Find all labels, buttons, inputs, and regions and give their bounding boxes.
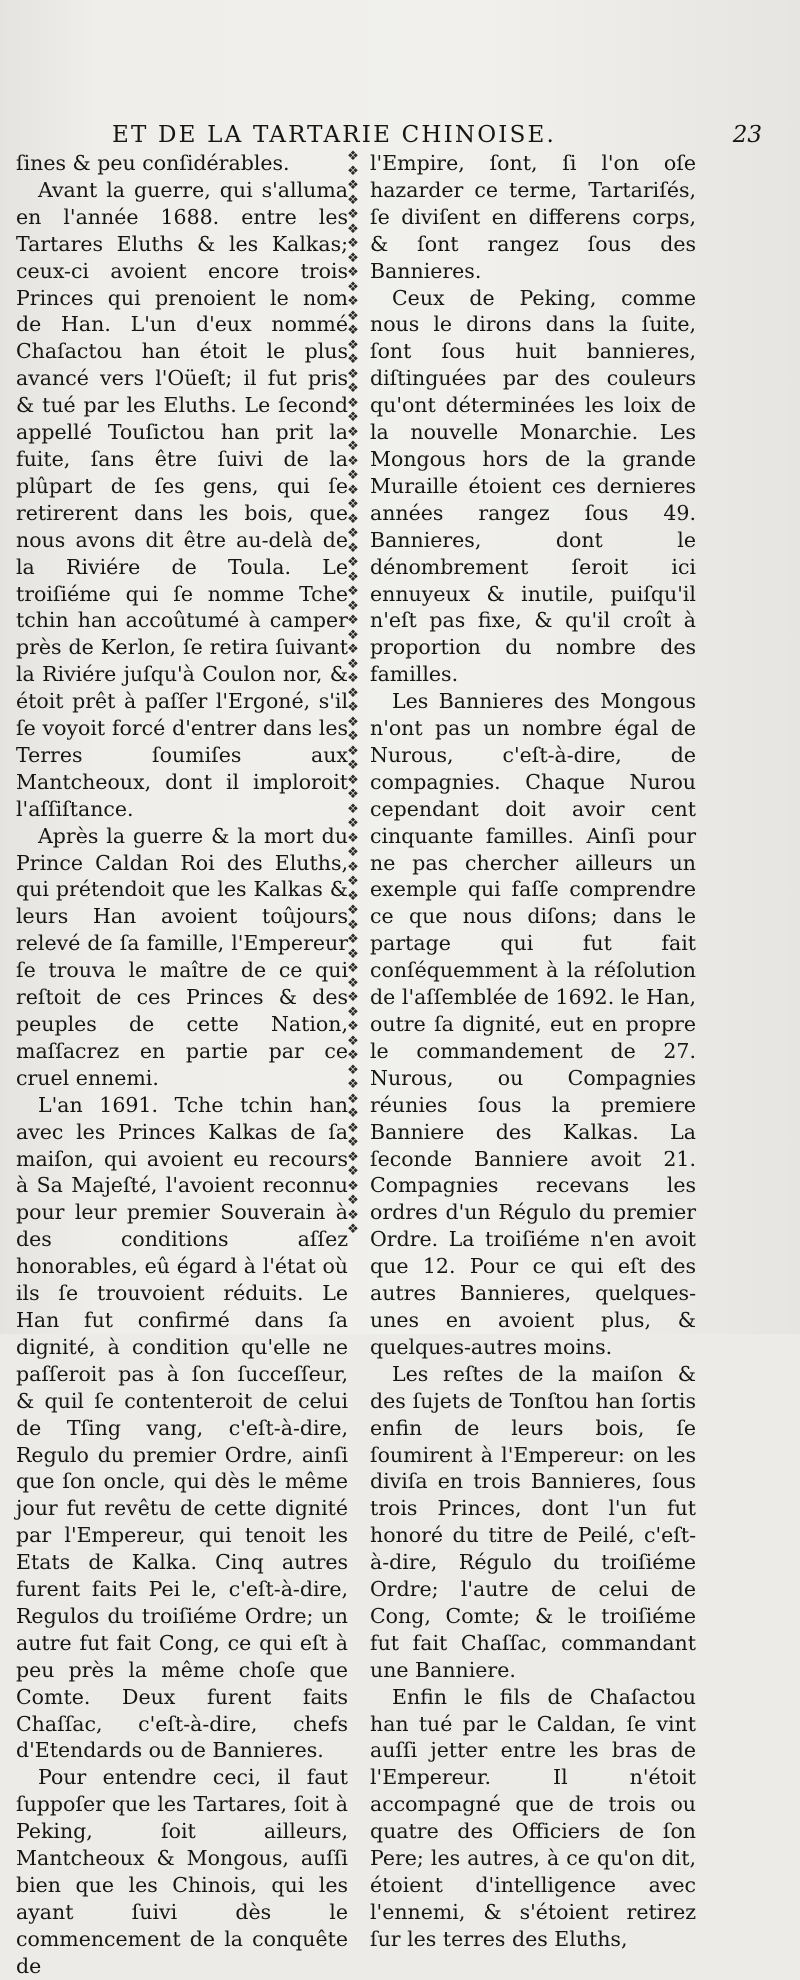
ornament-glyph: ❖ (347, 700, 359, 715)
paragraph: Avant la guerre, qui s'alluma en l'année 1688. entre les Tartares Eluths & les Kalkas; ceux-ci avoient encore trois Princes qui prenoient le nom de Han. L'un d'eux nommé Chaſactou han étoit le plus avancé vers l'Oüeſt; il fut pris & tué par les Eluths. Le ſecond appellé Touſictou han prit la fuite, ſans être ſuivi de la plûpart de ſes gens, qui ſe retirerent dans les bois, que nous avons dit être au-delà de la Riviére de Toula. Le troiſiéme qui ſe nomme Tche tchin han accoûtumé à camper près de Kerlon, ſe retira ſuivant la Riviére juſqu'à Coulon nor, & étoit prêt à paſſer l'Ergoné, s'il ſe voyoit forcé d'entrer dans les Terres ſoumiſes aux Mantcheoux, dont il imploroit l'aſſiſtance. (16, 177, 348, 821)
ornament-glyph: ❖ (347, 888, 359, 904)
ornament-glyph: ❖ (347, 714, 359, 730)
ornament-glyph: ❖ (347, 1091, 359, 1107)
ornament-glyph: ❖ (347, 236, 359, 251)
ornament-glyph: ❖ (347, 816, 359, 831)
paragraph: l'Empire, ſont, ſi l'on oſe hazarder ce terme, Tartariſés, ſe diviſent en differens corps, & ſont rangez ſous des Bannieres. (370, 151, 696, 283)
ornament-glyph: ❖ (347, 990, 359, 1005)
left-column (16, 150, 348, 1980)
page-number: 23 (732, 122, 762, 148)
column-ornament-divider (345, 150, 361, 1240)
ornament-glyph: ❖ (347, 743, 359, 759)
ornament-glyph: ❖ (347, 207, 359, 222)
ornament-glyph: ❖ (347, 439, 359, 454)
paragraph: Les reſtes de la maiſon & des ſujets de Tonſtou han ſortis enfin de leurs bois, ſe ſoumirent à l'Empereur: on les diviſa en trois Bannieres, ſous trois Princes, dont l'un fut honoré du titre de Peilé, c'eſt-à-dire, Régulo du troiſiéme Ordre; l'autre de celui de Cong, Comte; & le troiſiéme fut fait Chaſſac, commandant une Banniere. (370, 1361, 696, 1682)
ornament-glyph: ❖ (347, 671, 359, 686)
paragraph: Ceux de Peking, comme nous le dirons dans la ſuite, ſont ſous huit bannieres, diſtinguées par des couleurs qu'ont déterminées les loix de la nouvelle Monarchie. Les Mongous hors de la grande Muraille étoient ces dernieres années rangez ſous 49. Bannieres, dont le dénombrement ſeroit ici ennuyeux & inutile, puiſqu'il n'eſt pas fixe, & qu'il croît à proportion du nombre des familles. (370, 285, 696, 687)
ornament-glyph: ❖ (347, 1106, 359, 1121)
ornament-glyph: ❖ (347, 221, 359, 237)
right-column (370, 150, 696, 1953)
ornament-glyph: ❖ (347, 453, 359, 469)
ornament-glyph: ❖ (347, 1149, 359, 1165)
ornament-glyph: ❖ (347, 1120, 359, 1136)
ornament-glyph: ❖ (347, 381, 359, 396)
ornament-glyph: ❖ (347, 975, 359, 991)
ornament-glyph: ❖ (347, 308, 359, 324)
ornament-glyph: ❖ (347, 1077, 359, 1092)
ornament-glyph: ❖ (347, 352, 359, 367)
paragraph: Enfin le fils de Chaſactou han tué par le Caldan, ſe vint auſſi jetter entre les bras de l'Empereur. Il n'étoit accompagné que de trois ou quatre des Officiers de ſon Pere; les autres, à ce qu'on dit, étoient d'intelligence avec l'ennemi, & s'étoient retirez ſur les terres des Eluths, (370, 1684, 696, 1951)
ornament-glyph: ❖ (347, 932, 359, 947)
ornament-glyph: ❖ (347, 366, 359, 382)
ornament-glyph: ❖ (347, 150, 359, 164)
ornament-glyph: ❖ (347, 1004, 359, 1020)
ornament-glyph: ❖ (347, 250, 359, 266)
ornament-glyph: ❖ (347, 337, 359, 353)
ornament-glyph: ❖ (347, 192, 359, 208)
ornament-glyph: ❖ (347, 279, 359, 295)
ornament-glyph: ❖ (347, 1178, 359, 1194)
ornament-glyph: ❖ (347, 1222, 359, 1237)
ornament-glyph: ❖ (347, 830, 359, 846)
ornament-glyph: ❖ (347, 468, 359, 483)
paragraph: Après la guerre & la mort du Prince Caldan Roi des Eluths, qui prétendoit que les Kalkas & leurs Han avoient toûjours relevé de ſa famille, l'Empereur ſe trouva le maître de ce qui reſtoit de ces Princes & des peuples de cette Nation, maſſacrez en partie par ce cruel ennemi. (16, 823, 348, 1090)
ornament-glyph: ❖ (347, 323, 359, 338)
ornament-glyph: ❖ (347, 584, 359, 599)
ornament-glyph: ❖ (347, 395, 359, 411)
ornament-glyph: ❖ (347, 961, 359, 976)
ornament-glyph: ❖ (347, 859, 359, 875)
ornament-glyph: ❖ (347, 1207, 359, 1223)
ornament-glyph: ❖ (347, 410, 359, 425)
ornament-glyph: ❖ (347, 642, 359, 657)
ornament-glyph: ❖ (347, 787, 359, 802)
ornament-glyph: ❖ (347, 265, 359, 280)
paragraph: Les Bannieres des Mongous n'ont pas un nombre égal de Nurous, c'eſt-à-dire, de compagnies. Chaque Nurou cependant doit avoir cent cinquante familles. Ainſi pour ne pas chercher ailleurs un exemple qui faſſe comprendre ce que nous diſons; dans le partage qui fut fait conſéquemment à la réſolution de l'aſſemblée de 1692. le Han, outre ſa dignité, eut en propre le commandement de 27. Nurous, ou Compagnies réunies ſous la premiere Banniere des Kalkas. La ſeconde Banniere avoit 21. Compagnies recevans les ordres d'un Régulo du premier Ordre. La troiſiéme n'en avoit que 12. Pour ce qui eſt des autres Bannieres, quelques-unes en avoient plus, & quelques-autres moins. (370, 689, 696, 1359)
ornament-glyph: ❖ (347, 758, 359, 773)
paragraph: L'an 1691. Tche tchin han avec les Princes Kalkas de ſa maiſon, qui avoient eu recours à Sa Majeſté, l'avoient reconnu pour leur premier Souverain à des conditions aſſez honorables, eû égard à l'état où ils ſe trouvoient réduits. Le Han fut confirmé dans ſa dignité, à condition qu'elle ne paſſeroit pas à ſon ſucceſſeur, & quil ſe contenteroit de celui de Tſing vang, c'eſt-à-dire, Regulo du premier Ordre, ainſi que ſon oncle, qui dès le même jour fut revêtu de cette dignité par l'Empereur, qui tenoit les Etats de Kalka. Cinq autres furent faits Pei le, c'eſt-à-dire, Regulos du troiſiéme Ordre; un autre fut fait Cong, ce qui eſt à peu près la même choſe que Comte. Deux furent faits Chaſſac, c'eſt-à-dire, chefs d'Etendards ou de Bannieres. (16, 1092, 348, 1763)
ornament-glyph: ❖ (347, 294, 359, 309)
ornament-glyph: ❖ (347, 598, 359, 614)
ornament-glyph: ❖ (347, 511, 359, 527)
ornament-glyph: ❖ (347, 482, 359, 498)
ornament-glyph: ❖ (347, 1019, 359, 1034)
ornament-glyph: ❖ (347, 1193, 359, 1208)
ornament-glyph: ❖ (347, 526, 359, 541)
ornament-glyph: ❖ (347, 1048, 359, 1063)
ornament-glyph: ❖ (347, 845, 359, 860)
ornament-glyph: ❖ (347, 917, 359, 933)
ornament-glyph: ❖ (347, 163, 359, 179)
ornament-glyph: ❖ (347, 685, 359, 701)
ornament-glyph: ❖ (347, 729, 359, 744)
ornament-glyph: ❖ (347, 569, 359, 585)
ornament-glyph: ❖ (347, 613, 359, 628)
ornament-glyph: ❖ (347, 1033, 359, 1049)
ornament-glyph: ❖ (347, 178, 359, 193)
ornament-glyph: ❖ (347, 801, 359, 817)
ornament-glyph: ❖ (347, 1135, 359, 1150)
ornament-glyph: ❖ (347, 656, 359, 672)
ornament-glyph: ❖ (347, 424, 359, 440)
ornament-glyph: ❖ (347, 627, 359, 643)
ornament-glyph: ❖ (347, 946, 359, 962)
ornament-glyph: ❖ (347, 555, 359, 570)
ornament-glyph: ❖ (347, 1164, 359, 1179)
paragraph: ſines & peu conſidérables. (16, 151, 290, 175)
ornament-glyph: ❖ (347, 1062, 359, 1078)
running-title: ET DE LA TARTARIE CHINOISE. (112, 122, 557, 148)
ornament-glyph: ❖ (347, 497, 359, 512)
paragraph: Pour entendre ceci, il faut ſuppoſer que les Tartares, ſoit à Peking, ſoit ailleurs, Mantcheoux & Mongous, auſſi bien que les Chinois, qui les ayant ſuivi dès le commencement de la conquête de (16, 1765, 348, 1978)
ornament-glyph: ❖ (347, 903, 359, 918)
ornament-glyph: ❖ (347, 540, 359, 556)
ornament-glyph: ❖ (347, 874, 359, 889)
running-header (112, 122, 762, 152)
ornament-glyph: ❖ (347, 772, 359, 788)
